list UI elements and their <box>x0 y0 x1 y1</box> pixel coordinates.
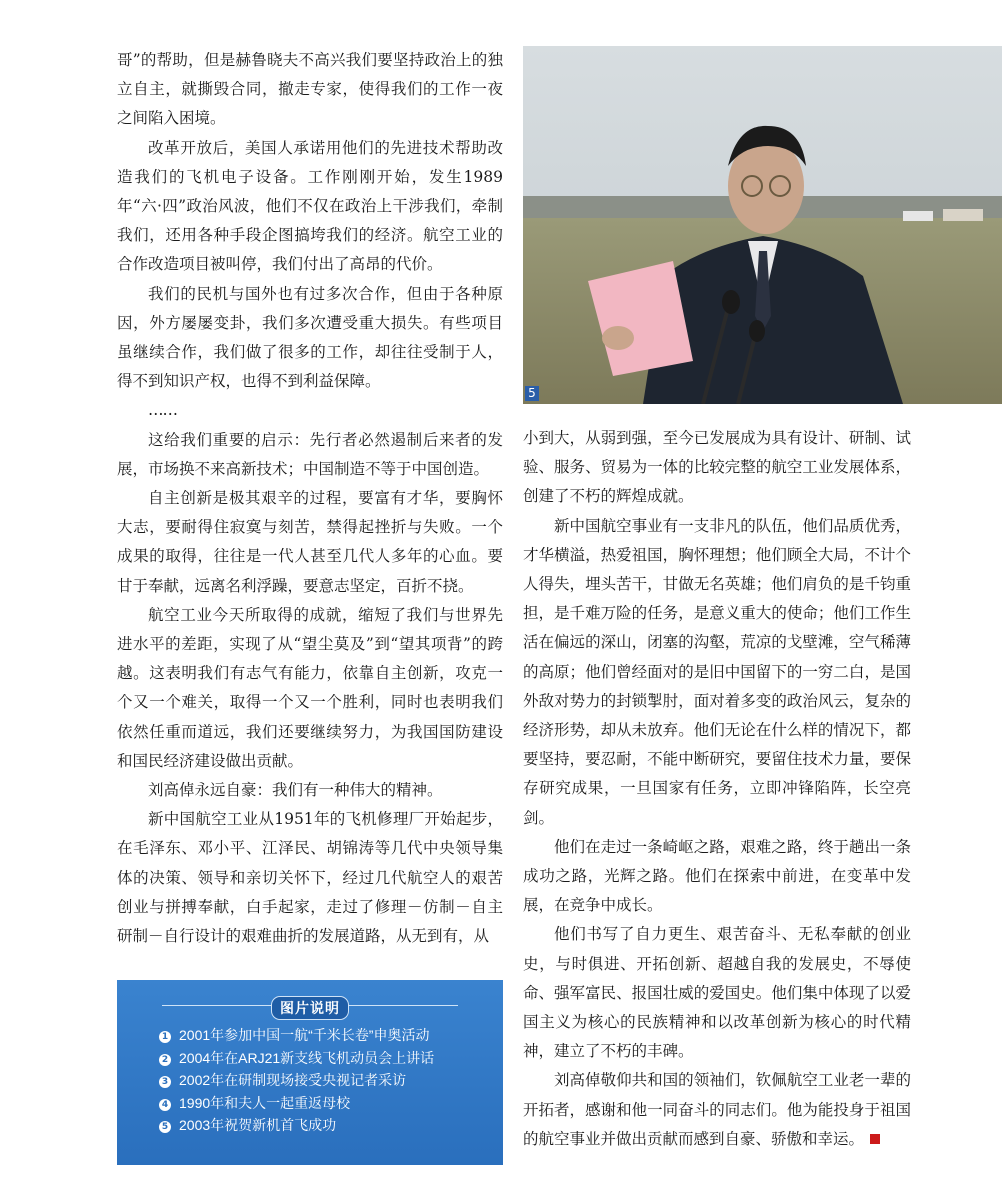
paragraph: 航空工业今天所取得的成就，缩短了我们与世界先进水平的差距，实现了从“望尘莫及”到“望其项背”的跨越。这表明我们有志气有能力，依靠自主创新，攻克一个又一个难关，取得一个又一个胜利，同时也表明我们依然任重而道远，我们还要继续努力，为我国国防建设和国民经济建设做出贡献。 <box>117 605 503 770</box>
caption-item <box>159 1024 434 1047</box>
caption-number: 3 <box>159 1076 171 1088</box>
caption-list <box>159 1024 434 1137</box>
photo-number-badge: 5 <box>525 386 539 401</box>
caption-number: 1 <box>159 1031 171 1043</box>
paragraph-final <box>523 1066 911 1154</box>
paragraph: 他们书写了自力更生、艰苦奋斗、无私奉献的创业史，与时俱进、开拓创新、超越自我的发展史，不辱使命、强军富民、报国壮威的爱国史。他们集中体现了以爱国主义为核心的民族精神和以改革创新为核心的时代精神，建立了不朽的丰碑。 <box>523 925 911 1061</box>
caption-header <box>117 996 503 1020</box>
paragraph: 这给我们重要的启示：先行者必然遏制后来者的发展，市场换不来高新技术；中国制造不等于中国创造。 <box>117 430 503 478</box>
paragraph: 改革开放后，美国人承诺用他们的先进技术帮助改造我们的飞机电子设备。工作刚刚开始，发生1989年“六·四”政治风波，他们不仅在政治上干涉我们，牵制我们，还用各种手段企图搞垮我们的经济。航空工业的合作改造项目被叫停，我们付出了高昂的代价。 <box>117 138 503 274</box>
paragraph: 哥”的帮助，但是赫鲁晓夫不高兴我们要坚持政治上的独立自主，就撕毁合同，撤走专家，使得我们的工作一夜之间陷入困境。 <box>117 51 503 128</box>
paragraph: 小到大，从弱到强，至今已发展成为具有设计、研制、试验、服务、贸易为一体的比较完整的航空工业发展体系，创建了不朽的辉煌成就。 <box>523 429 911 506</box>
paragraph: 新中国航空工业从1951年的飞机修理厂开始起步，在毛泽东、邓小平、江泽民、胡锦涛等几代中央领导集体的决策、领导和亲切关怀下，经过几代航空人的艰苦创业与拼搏奉献，白手起家，走过了修理－仿制－自主研制－自行设计的艰难曲折的发展道路，从无到有，从 <box>117 810 503 946</box>
caption-number: 4 <box>159 1099 171 1111</box>
caption-text: 2004年在ARJ21新支线飞机动员会上讲话 <box>179 1049 435 1066</box>
ellipsis: …… <box>148 401 177 420</box>
caption-item <box>159 1047 434 1070</box>
right-text-column <box>523 424 911 1154</box>
caption-text: 2001年参加中国一航“千米长卷”申奥活动 <box>179 1027 430 1043</box>
paragraph: 他们在走过一条崎岖之路，艰难之路，终于趟出一条成功之路，光辉之路。他们在探索中前进，在变革中发展，在竞争中成长。 <box>523 837 911 915</box>
caption-text: 2003年祝贺新机首飞成功 <box>179 1117 337 1133</box>
caption-item <box>159 1114 434 1137</box>
end-mark-square <box>870 1134 880 1144</box>
photo-caption-box <box>117 980 503 1165</box>
caption-item <box>159 1092 434 1115</box>
paragraph: 新中国航空事业有一支非凡的队伍，他们品质优秀，才华横溢，热爱祖国，胸怀理想；他们顾全大局，不计个人得失，埋头苦干，甘做无名英雄；他们肩负的是千钧重担，是千难万险的任务，是意义重大的使命；他们工作生活在偏远的深山，闭塞的沟壑，荒凉的戈壁滩，空气稀薄的高原；他们曾经面对的是旧中国留下的一穷二白，是国外敌对势力的封锁掣肘，面对着多变的政治风云，复杂的经济形势，却从未放弃。他们无论在什么样的情况下，都要坚持，要忍耐，不能中断研究，要留住技术力量，要保存研究成果，一旦国家有任务，立即冲锋陷阵，长空亮剑。 <box>523 516 911 827</box>
caption-item <box>159 1069 434 1092</box>
paragraph: 刘高倬永远自豪：我们有一种伟大的精神。 <box>148 781 443 800</box>
caption-number: 5 <box>159 1121 171 1133</box>
speaker-photo <box>523 46 1002 404</box>
paragraph-text: 刘高倬敬仰共和国的领袖们，钦佩航空工业老一辈的开拓者，感谢和他一同奋斗的同志们。他为能投身于祖国的航空事业并做出贡献而感到自豪、骄傲和幸运。 <box>523 1071 911 1148</box>
paragraph: 自主创新是极其艰辛的过程，要富有才华，要胸怀大志，要耐得住寂寞与刻苦，禁得起挫折与失败。一个成果的取得，往往是一代人甚至几代人多年的心血。要甘于奉献，远离名利浮躁，要意志坚定，百折不挠。 <box>117 489 503 595</box>
caption-text: 2002年在研制现场接受央视记者采访 <box>179 1072 407 1088</box>
paragraph: 我们的民机与国外也有过多次合作，但由于各种原因，外方屡屡变卦，我们多次遭受重大损失。有些项目虽继续合作，我们做了很多的工作，却往往受制于人，得不到知识产权，也得不到利益保障。 <box>117 284 503 391</box>
caption-number: 2 <box>159 1054 171 1066</box>
caption-title: 图片说明 <box>271 996 349 1020</box>
left-text-column <box>117 46 503 951</box>
photo-illustration <box>523 46 1002 404</box>
caption-text: 1990年和夫人一起重返母校 <box>179 1094 351 1111</box>
